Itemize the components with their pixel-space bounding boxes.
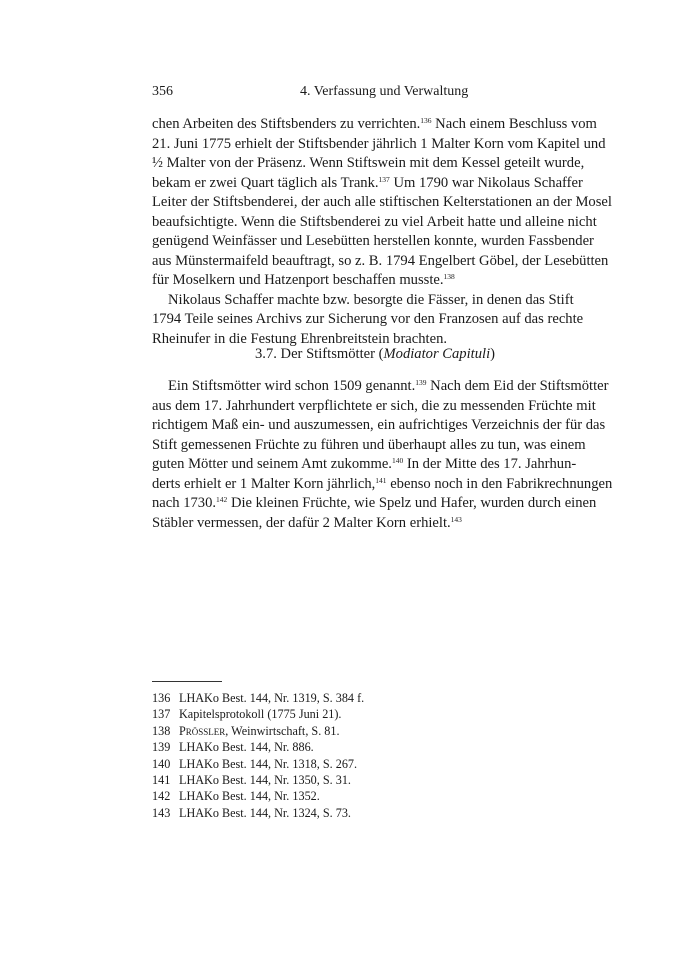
footnote-number: 137 (152, 707, 171, 722)
paragraph-schaffer (152, 291, 598, 350)
footnote-ref: 143 (450, 514, 462, 524)
section-heading-latin: Modiator Capituli (383, 346, 491, 362)
text-line: ½ Malter von der Präsenz. Wenn Stiftswein mit dem Kessel geteilt wurde, (152, 155, 585, 171)
footnote-number: 136 (152, 691, 171, 705)
footnote: 136 LHAKo Best. 144, Nr. 1319, S. 384 f. (152, 691, 365, 705)
footnote-ref: 140 (391, 456, 404, 465)
text-line: Stäbler vermessen, der dafür 2 Malter Korn erhielt.$^{143}$ (152, 514, 462, 531)
footnote: 140 LHAKo Best. 144, Nr. 1318, S. 267. (152, 756, 358, 771)
paragraph-stiftsmoetter (152, 377, 613, 533)
footnote-number: 140 (152, 756, 171, 771)
text-line: guten Mötter und seinem Amt zukomme.$^{140}$ In der Mitte des 17. Jahrhun- (152, 456, 577, 472)
footnote: 142 LHAKo Best. 144, Nr. 1352. (152, 789, 320, 804)
paragraph-stiftsbender (152, 115, 612, 291)
text-line: 1794 Teile seines Archivs zur Sicherung vor den Franzosen auf das rechte (152, 311, 584, 327)
footnote: 143 LHAKo Best. 144, Nr. 1324, S. 73. (152, 805, 351, 820)
footnotes (152, 690, 598, 821)
footnote: 141 LHAKo Best. 144, Nr. 1350, S. 31. (152, 773, 351, 788)
page-number: 356 (152, 84, 173, 99)
footnote-ref: 137 (378, 174, 390, 184)
text-line: aus dem 17. Jahrhundert verpflichtete er sich, die zu messenden Früchte mit (152, 397, 596, 414)
footnote: 137 Kapitelsprotokoll (1775 Juni 21). (152, 707, 342, 722)
footnote-number: 138 (152, 723, 171, 738)
text-line: für Moselkern und Hatzenport beschaffen musste.$^{138}$ (152, 272, 455, 288)
section-body-1 (152, 115, 612, 349)
text-line: derts erhielt er 1 Malter Korn jährlich,$^{141}$ ebenso noch in den Fabrikrechnungen (152, 475, 613, 492)
section-heading: 3.7. Der Stiftsmötter (Modiator Capituli) (255, 346, 495, 362)
footnote-ref: 139 (415, 378, 427, 387)
text-line: beaufsichtigte. Wenn die Stiftsbenderei zu viel Arbeit hatte und alleine nicht (152, 213, 597, 230)
text-line: Stift gemessenen Früchte zu führen und überhaupt alles zu tun, was einem (152, 436, 586, 453)
text-line: richtigem Maß ein- und auszumessen, ein aufrichtiges Verzeichnis der für das (152, 417, 606, 433)
footnote-separator (152, 681, 222, 682)
text-line: nach 1730.$^{142}$ Die kleinen Früchte, wie Spelz und Hafer, wurden durch einen (152, 495, 597, 511)
footnote-number: 139 (152, 740, 171, 755)
text-line: Leiter der Stiftsbenderei, der auch alle stiftischen Kelterstationen an der Mosel (152, 194, 612, 210)
text-line: 21. Juni 1775 erhielt der Stiftsbender jährlich 1 Malter Korn vom Kapitel und (152, 135, 606, 152)
footnote-ref: 136 (420, 116, 432, 125)
footnote-number: 142 (152, 789, 171, 804)
running-title: 4. Verfassung und Verwaltung (300, 84, 469, 99)
text-line: chen Arbeiten des Stiftsbenders zu verrichten.$^{136}$ Nach einem Beschluss vom (152, 116, 597, 132)
section-body-2 (152, 377, 613, 533)
text-line: Ein Stiftsmötter wird schon 1509 genannt.$^{139}$ Nach dem Eid der Stiftsmötter (168, 378, 609, 394)
text-line: Rheinufer in die Festung Ehrenbreitstein brachten. (152, 330, 448, 347)
footnote-ref: 142 (216, 495, 228, 504)
text-line: Nikolaus Schaffer machte bzw. besorgte die Fässer, in denen das Stift (168, 291, 574, 308)
author-name: Prössler (179, 723, 226, 738)
footnote-number: 141 (152, 773, 171, 788)
footnote-ref: 141 (375, 475, 387, 485)
footnote-ref: 138 (443, 272, 455, 281)
footnote: 139 LHAKo Best. 144, Nr. 886. (152, 740, 314, 755)
footnote: 138 Prössler, Weinwirtschaft, S. 81. (152, 723, 340, 738)
text-line: genügend Weinfässer und Lesebütten herstellen konnte, wurden Fassbender (152, 233, 594, 249)
footnote-number: 143 (152, 805, 171, 820)
page-header (152, 84, 598, 104)
text-line: bekam er zwei Quart täglich als Trank.$^{137}$ Um 1790 war Nikolaus Schaffer (152, 174, 583, 191)
text-line: aus Münstermaifeld beauftragt, so z. B. 1794 Engelbert Göbel, der Lesebütten (152, 252, 609, 269)
